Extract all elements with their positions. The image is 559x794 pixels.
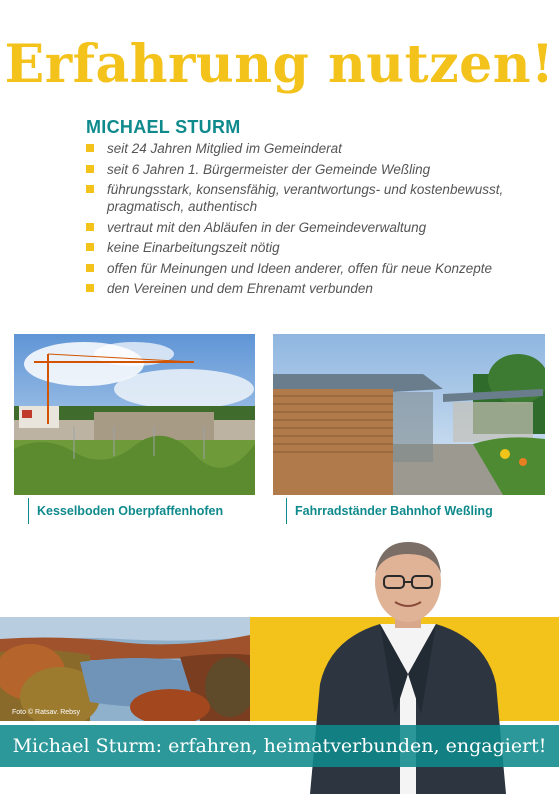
qualification-list	[86, 140, 526, 301]
bullet-square-icon	[86, 223, 94, 231]
list-item: seit 6 Jahren 1. Bürgermeister der Gemeinde Weßling	[86, 161, 526, 178]
photo-caption-right: Fahrradständer Bahnhof Weßling	[286, 498, 493, 524]
photo-caption-left: Kesselboden Oberpfaffenhofen	[28, 498, 223, 524]
list-item: vertraut mit den Abläufen in der Gemeindeverwaltung	[86, 219, 526, 236]
list-item: führungsstark, konsensfähig, verantwortungs- und kostenbewusst, pragmatisch, authentisch	[86, 181, 526, 215]
bullet-square-icon	[86, 284, 94, 292]
photo-credit: Foto © Ratsav. Rebsy	[12, 709, 81, 716]
list-item: seit 24 Jahren Mitglied im Gemeinderat	[86, 140, 526, 157]
bullet-square-icon	[86, 144, 94, 152]
bullet-square-icon	[86, 165, 94, 173]
list-item: keine Einarbeitungszeit nötig	[86, 239, 526, 256]
bike-stand-photo	[273, 334, 545, 495]
construction-site-photo	[14, 334, 255, 495]
lake-photo	[0, 617, 250, 721]
slogan-text: Michael Sturm: erfahren, heimatverbunden, engagiert!	[12, 735, 547, 757]
bullet-square-icon	[86, 243, 94, 251]
headline: Erfahrung nutzen!	[4, 34, 555, 95]
bullet-square-icon	[86, 264, 94, 272]
list-item: offen für Meinungen und Ideen anderer, offen für neue Konzepte	[86, 260, 526, 277]
bullet-square-icon	[86, 185, 94, 193]
list-item: den Vereinen und dem Ehrenamt verbunden	[86, 280, 526, 297]
candidate-name: MICHAEL STURM	[86, 117, 241, 137]
